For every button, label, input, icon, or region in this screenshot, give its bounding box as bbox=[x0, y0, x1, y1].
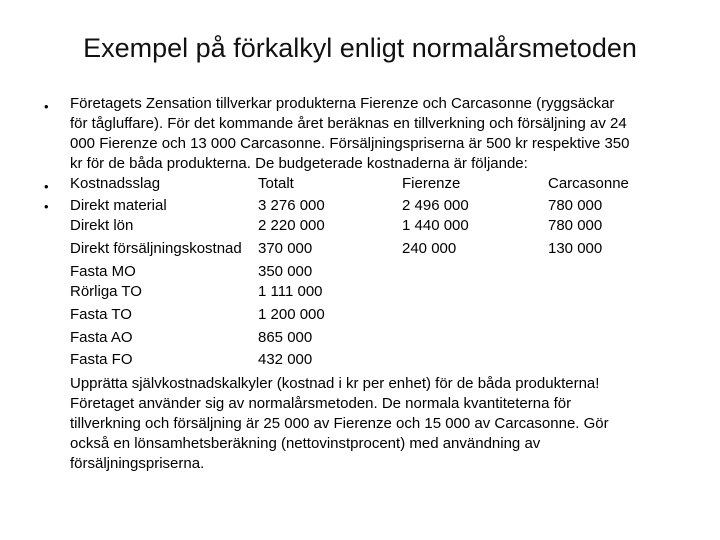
task-line: också en lönsamhetsberäkning (nettovinstprocent) med användning av bbox=[70, 435, 541, 452]
header-cost-type: Kostnadsslag bbox=[70, 175, 161, 192]
table-row bbox=[70, 282, 690, 302]
cell-cost-type: Rörliga TO bbox=[70, 283, 142, 300]
slide-title: Exempel på förkalkyl enligt normalårsmetoden bbox=[83, 33, 637, 63]
intro-line: 000 Fierenze och 13 000 Carcasonne. Försäljningspriserna är 500 kr respektive 350 bbox=[70, 135, 630, 152]
task-line: försäljningspriserna. bbox=[70, 455, 205, 472]
table-row bbox=[70, 239, 690, 259]
cell-total: 350 000 bbox=[258, 263, 313, 280]
cell-total: 370 000 bbox=[258, 240, 313, 257]
intro-line: för tågluffare). För det kommande året beräknas en tillverkning och försäljning av 24 bbox=[70, 115, 627, 132]
intro-line: kr för de båda produkterna. De budgeterade kostnaderna är följande: bbox=[70, 155, 528, 172]
cell-fierenze: 240 000 bbox=[402, 240, 457, 257]
cell-cost-type: Direkt material bbox=[70, 197, 167, 214]
cell-cost-type: Direkt lön bbox=[70, 217, 134, 234]
table-row bbox=[70, 196, 690, 216]
task-line: Upprätta självkostnadskalkyler (kostnad i kr per enhet) för de båda produkterna! bbox=[70, 375, 600, 392]
table-row bbox=[70, 262, 690, 282]
table-row bbox=[70, 305, 690, 325]
cell-total: 432 000 bbox=[258, 351, 313, 368]
header-total: Totalt bbox=[258, 175, 294, 192]
bullet-2: • bbox=[44, 179, 49, 194]
cell-cost-type: Fasta MO bbox=[70, 263, 136, 280]
table-row bbox=[70, 350, 690, 370]
cell-carcasonne: 780 000 bbox=[548, 217, 603, 234]
cell-total: 2 220 000 bbox=[258, 217, 325, 234]
header-fierenze: Fierenze bbox=[402, 175, 461, 192]
cell-cost-type: Direkt försäljningskostnad bbox=[70, 240, 242, 257]
cell-cost-type: Fasta TO bbox=[70, 306, 132, 323]
cell-total: 3 276 000 bbox=[258, 197, 325, 214]
intro-line: Företagets Zensation tillverkar produkterna Fierenze och Carcasonne (ryggsäckar bbox=[70, 95, 615, 112]
task-line: Företaget använder sig av normalårsmetoden. De normala kvantiteterna för bbox=[70, 395, 572, 412]
bullet-1: • bbox=[44, 99, 49, 114]
bullet-3: • bbox=[44, 199, 49, 214]
cell-total: 865 000 bbox=[258, 329, 313, 346]
cell-carcasonne: 130 000 bbox=[548, 240, 603, 257]
cell-cost-type: Fasta AO bbox=[70, 329, 133, 346]
header-carcasonne: Carcasonne bbox=[548, 175, 629, 192]
cell-fierenze: 2 496 000 bbox=[402, 197, 469, 214]
cell-total: 1 111 000 bbox=[258, 283, 323, 300]
cell-carcasonne: 780 000 bbox=[548, 197, 603, 214]
cost-table-header bbox=[70, 174, 690, 194]
cell-fierenze: 1 440 000 bbox=[402, 217, 469, 234]
cell-total: 1 200 000 bbox=[258, 306, 325, 323]
cell-cost-type: Fasta FO bbox=[70, 351, 133, 368]
table-row bbox=[70, 328, 690, 348]
table-row bbox=[70, 216, 690, 236]
task-line: tillverkning och försäljning är 25 000 av Fierenze och 15 000 av Carcasonne. Gör bbox=[70, 415, 609, 432]
